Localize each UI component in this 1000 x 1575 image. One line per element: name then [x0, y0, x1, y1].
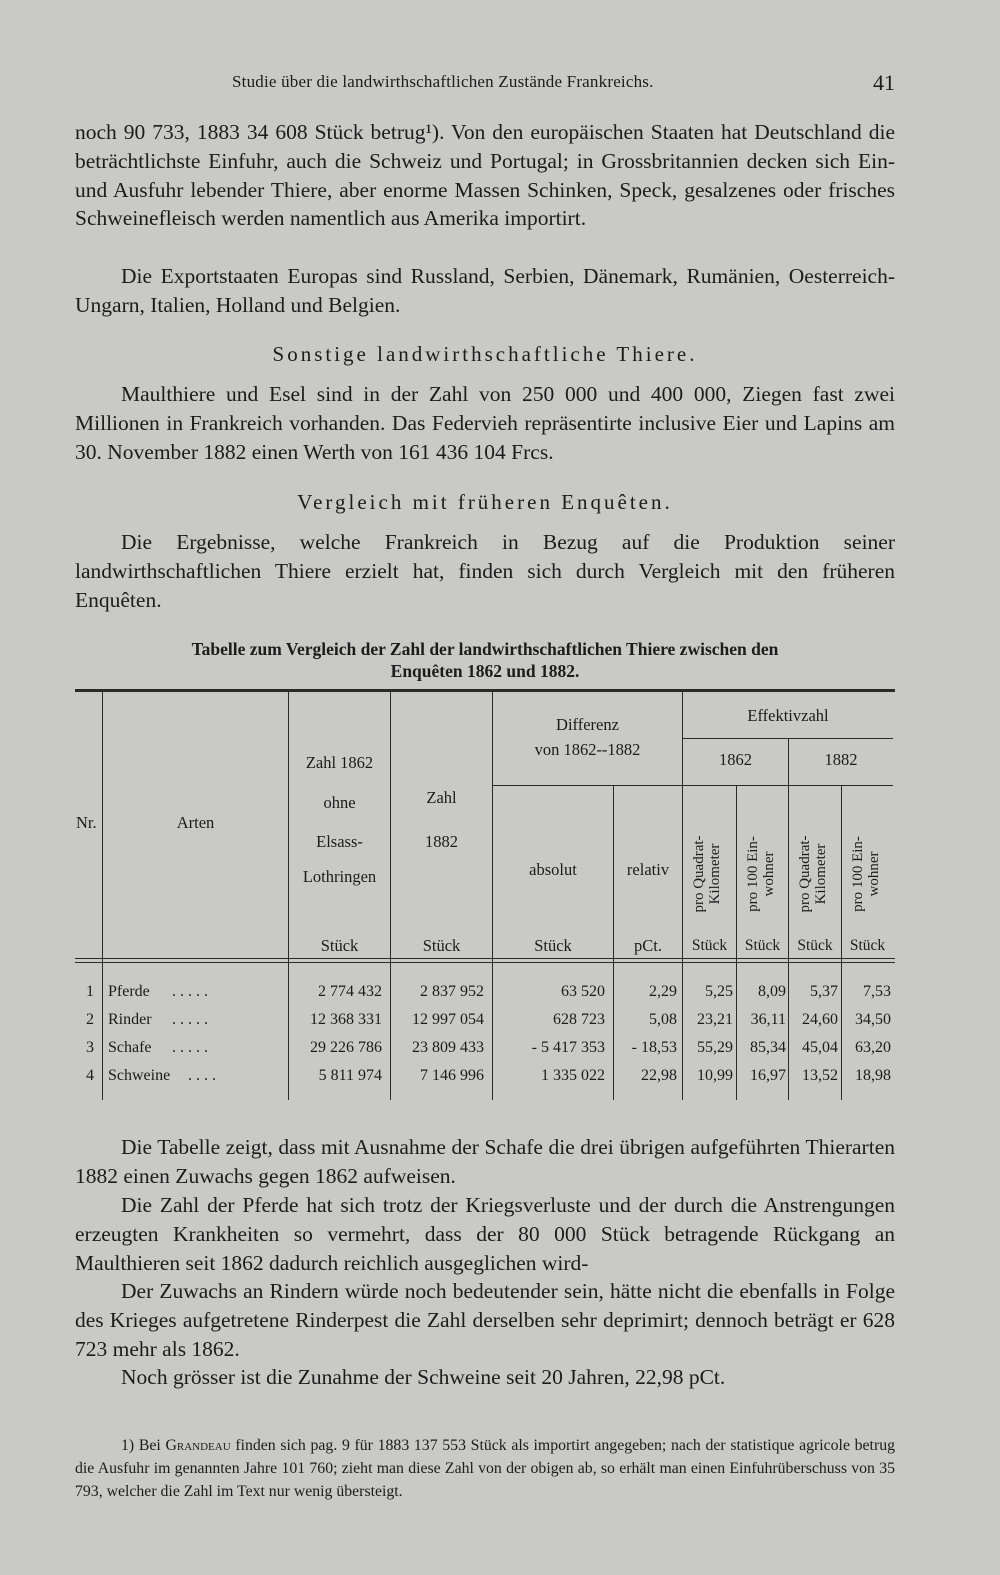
row-e82q: 24,60 — [802, 1011, 838, 1028]
row-art: Pferde — [108, 983, 150, 1000]
col-rule-arten — [288, 692, 289, 1100]
row-relativ: - 18,53 — [631, 1039, 677, 1056]
paragraph-import: noch 90 733, 1883 34 608 Stück betrug¹). Von den europäischen Staaten hat Deutschland die beträchtlichste Einfuhr, auch die Schweiz und Portugal; in Grossbritannien decken sich Ein- und Ausfuhr lebender Thiere, aber enorme Massen Schinken, Speck, gesalzenes oder frisches Schweinefleisch werden namentlich aus Amerika importirt. — [75, 120, 895, 231]
paragraph-pigs: Noch grösser ist die Zunahme der Schweine seit 20 Jahren, 22,98 pCt. — [121, 1365, 726, 1389]
row-zahl-1882: 7 146 996 — [420, 1067, 484, 1084]
row-nr: 4 — [86, 1067, 94, 1084]
row-art: Rinder — [108, 1011, 152, 1028]
row-leader-dots: . . . . — [188, 1067, 216, 1084]
paragraph-cattle: Der Zuwachs an Rindern würde noch bedeutender sein, hätte nicht die ebenfalls in Folge des Krieges aufgetretene Rinderpest die Zahl derselben sehr deprimirt; dennoch beträgt er 628 723 mehr als 1862. — [75, 1279, 895, 1361]
running-header — [0, 68, 1000, 98]
row-zahl-1862: 5 811 974 — [318, 1067, 382, 1084]
row-absolut: 628 723 — [553, 1011, 605, 1028]
unit-relativ: pCt. — [634, 936, 662, 955]
col-rule-1882 — [492, 692, 493, 1100]
header-absolut: absolut — [529, 860, 577, 879]
col-rule-absolut — [613, 785, 614, 1100]
table-caption — [75, 638, 895, 682]
unit-zahl-1862: Stück — [320, 936, 359, 955]
table-caption-line2: Enquêten 1862 und 1882. — [390, 661, 580, 681]
row-e62q: 10,99 — [697, 1067, 733, 1084]
table-top-rule — [75, 689, 895, 692]
footnote-marker: 1) Bei — [121, 1437, 161, 1454]
rule-under-units-2 — [75, 962, 895, 963]
col-rule-1862 — [390, 692, 391, 1100]
row-zahl-1862: 29 226 786 — [310, 1039, 382, 1056]
row-e62e: 85,34 — [750, 1039, 786, 1056]
row-art: Schafe — [108, 1039, 152, 1056]
row-e82q: 13,52 — [802, 1067, 838, 1084]
row-leader-dots: . . . . . — [172, 983, 208, 1000]
row-e82e: 18,98 — [855, 1067, 891, 1084]
header-differenz: Differenz — [556, 715, 619, 734]
row-absolut: 1 335 022 — [541, 1067, 605, 1084]
header-1862-per-100-inhabitants: pro 100 Ein- wohner — [745, 836, 777, 912]
col-rule-e62q — [736, 785, 737, 1100]
row-art: Schweine — [108, 1067, 171, 1084]
rule-under-years — [493, 785, 893, 786]
header-arten: Arten — [176, 813, 215, 832]
footnote-text: finden sich pag. 9 für 1883 137 553 Stück als importirt angegeben; nach der statistique agricole betrug die Ausfuhr im genannten Jahre 101 760; zieht man diese Zahl von der obigen ab, so erhält man einen Einfuhrüberschuss von 35 793, welcher die Zahl im Text nur wenig übersteigt. — [75, 1437, 895, 1500]
row-relativ: 2,29 — [649, 983, 677, 1000]
row-nr: 3 — [86, 1039, 94, 1056]
footnote-author: Grandeau — [165, 1437, 231, 1454]
row-e62q: 5,25 — [705, 983, 733, 1000]
paragraph-table-summary: Die Tabelle zeigt, dass mit Ausnahme der Schafe die drei übrigen aufgeführten Thierarten 1882 einen Zuwachs gegen 1862 aufweisen. — [75, 1135, 895, 1188]
section-heading-comparison: Vergleich mit früheren Enquêten. — [297, 490, 673, 514]
header-1882-per-100-inhabitants: pro 100 Ein- wohner — [850, 836, 882, 912]
paragraph-horses: Die Zahl der Pferde hat sich trotz der Kriegsverluste und der durch die Anstrengungen erzeugten Krankheiten so vermehrt, dass der 80 000 Stück betragende Rückgang an Maulthieren seit 1862 dadurch reichlich ausgeglichen wird- — [75, 1193, 895, 1275]
row-e82q: 5,37 — [810, 983, 838, 1000]
row-nr: 2 — [86, 1011, 94, 1028]
row-zahl-1862: 2 774 432 — [318, 983, 382, 1000]
row-zahl-1882: 2 837 952 — [420, 983, 484, 1000]
row-e82e: 63,20 — [855, 1039, 891, 1056]
header-zahl-1862-line3: Elsass- — [316, 832, 363, 851]
running-title: Studie über die landwirthschaftlichen Zustände Frankreichs. — [232, 72, 654, 91]
row-zahl-1882: 23 809 433 — [412, 1039, 484, 1056]
row-e62e: 36,11 — [750, 1011, 786, 1028]
page-number: 41 — [873, 70, 895, 95]
row-relativ: 22,98 — [641, 1067, 677, 1084]
header-zahl-1882-line2: 1882 — [425, 832, 458, 851]
unit-e82q: Stück — [797, 937, 833, 954]
header-effektivzahl: Effektivzahl — [747, 706, 829, 725]
rule-under-units-1 — [75, 958, 895, 959]
paragraph-results: Die Ergebnisse, welche Frankreich in Bezug auf die Produktion seiner landwirthschaftlichen Thiere erzielt hat, finden sich durch Vergleich mit den früheren Enquêten. — [75, 530, 895, 612]
header-zahl-1862-line4: Lothringen — [302, 867, 377, 886]
unit-e62e: Stück — [744, 937, 781, 954]
col-rule-e62e — [788, 738, 789, 1100]
section-heading-other-animals: Sonstige landwirthschaftliche Thiere. — [272, 342, 698, 366]
row-e62q: 23,21 — [697, 1011, 733, 1028]
unit-e62q: Stück — [691, 937, 728, 954]
rule-under-effektiv — [683, 738, 893, 739]
footnote — [75, 1435, 895, 1503]
paragraph-mules-goats: Maulthiere und Esel sind in der Zahl von 250 000 und 400 000, Ziegen fast zwei Millionen in Frankreich vorhanden. Das Federvieh repräsentirte inclusive Eier und Lapins am 30. November 1882 einen Werth von 161 436 104 Frcs. — [75, 382, 895, 464]
row-zahl-1882: 12 997 054 — [412, 1011, 484, 1028]
row-e82q: 45,04 — [802, 1039, 838, 1056]
col-rule-relativ — [682, 692, 683, 1100]
col-rule-nr — [102, 692, 103, 1100]
header-differenz-range: von 1862--1882 — [534, 740, 641, 759]
header-nr: Nr. — [76, 813, 97, 832]
header-zahl-1862-line1: Zahl 1862 — [305, 753, 374, 772]
row-e82e: 7,53 — [863, 983, 891, 1000]
row-e62q: 55,29 — [697, 1039, 733, 1056]
header-zahl-1862-line2: ohne — [323, 793, 356, 812]
row-e82e: 34,50 — [855, 1011, 891, 1028]
row-e62e: 16,97 — [750, 1067, 786, 1084]
header-relativ: relativ — [626, 860, 670, 879]
col-rule-e82q — [841, 785, 842, 1100]
header-1882-per-sqkm: pro Quadrat- Kilometer — [797, 835, 829, 913]
unit-e82e: Stück — [849, 937, 886, 954]
row-zahl-1862: 12 368 331 — [310, 1011, 382, 1028]
header-effektiv-1862: 1862 — [719, 750, 752, 769]
row-relativ: 5,08 — [649, 1011, 677, 1028]
header-1862-per-sqkm: pro Quadrat- Kilometer — [691, 835, 723, 913]
row-nr: 1 — [86, 983, 94, 1000]
row-leader-dots: . . . . . — [172, 1011, 208, 1028]
unit-zahl-1882: Stück — [422, 936, 461, 955]
header-zahl-1882-line1: Zahl — [426, 788, 457, 807]
header-effektiv-1882: 1882 — [824, 750, 858, 769]
row-absolut: 63 520 — [561, 983, 605, 1000]
table-caption-line1: Tabelle zum Vergleich der Zahl der landwirthschaftlichen Thiere zwischen den — [191, 639, 779, 659]
unit-absolut: Stück — [534, 936, 572, 955]
paragraph-export-states: Die Exportstaaten Europas sind Russland, Serbien, Dänemark, Rumänien, Oesterreich-Ungarn, Italien, Holland und Belgien. — [75, 264, 895, 317]
row-e62e: 8,09 — [758, 983, 786, 1000]
row-leader-dots: . . . . . — [172, 1039, 208, 1056]
row-absolut: - 5 417 353 — [531, 1039, 605, 1056]
